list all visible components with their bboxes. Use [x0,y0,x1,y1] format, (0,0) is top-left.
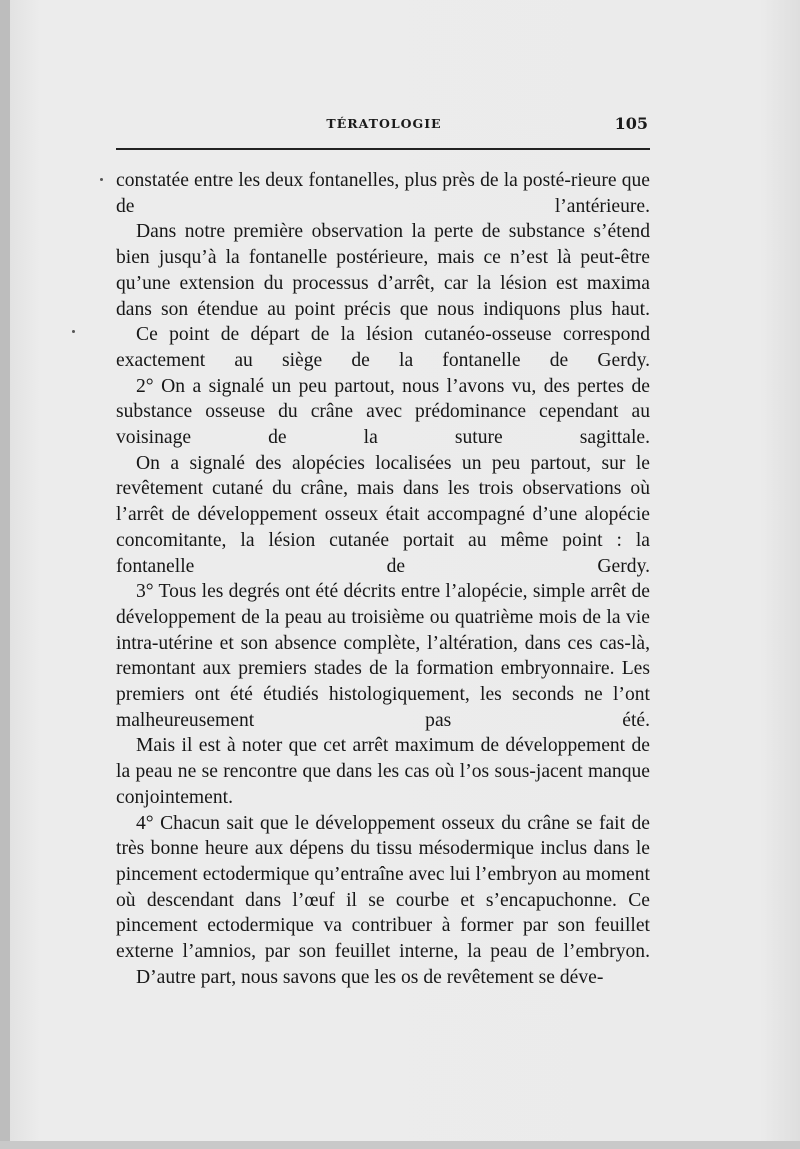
paragraph-9: D’autre part, nous savons que les os de revêtement se déve- [136,966,604,988]
paragraph-7: Mais il est à noter que cet arrêt maximum de développement de la peau ne se rencontre que dans les cas où l’os sous-jacent manque conjointement. [116,735,650,808]
paragraph-1: constatée entre les deux fontanelles, plus près de la posté-rieure que de l’antérieure. [116,170,650,217]
page-header [118,112,650,142]
running-head: TÉRATOLOGIE [326,116,442,131]
paragraph-4: 2° On a signalé un peu partout, nous l’avons vu, des pertes de substance osseuse du crâne avec prédominance cependant au voisinage de la suture sagittale. [116,375,650,449]
page-gutter-shadow [0,0,10,1149]
scan-speck [100,178,103,181]
paragraph-8: 4° Chacun sait que le développement osseux du crâne se fait de très bonne heure aux dépens du tissu mésodermique inclus dans le pincement ectodermique qu’entraîne avec lui l’embryon au moment où descendant dans l’œuf il se courbe et s’encapuchonne. Ce pincement ectodermique va contribuer à former par son feuillet externe l’amnios, par son feuillet interne, la peau de l’embryon. [116,812,650,963]
body-text [116,168,650,991]
paragraph-2: Dans notre première observation la perte de substance s’étend bien jusqu’à la fontanelle postérieure, mais ce n’est là peut-être qu’une extension du processus d’arrêt, car la lésion est maxima dans son étendue au point précis que nous indiquons plus haut. [116,221,650,320]
paragraph-6: 3° Tous les degrés ont été décrits entre l’alopécie, simple arrêt de développement de la peau au troisième ou quatrième mois de la vie intra-utérine et son absence complète, l’altération, dans ces cas-là, remontant aux premiers stades de la formation embryonnaire. Les premiers ont été étudiés histologiquement, les seconds ne l’ont malheureusement pas été. [116,581,650,731]
paragraph-5: On a signalé des alopécies localisées un peu partout, sur le revêtement cutané du crâne, mais dans les trois observations où l’arrêt de développement osseux était accompagné d’une alopécie concomitante, la lésion cutanée portait au même point : la fontanelle de Gerdy. [116,452,650,577]
page-bottom-edge [0,1141,800,1149]
page-number: 105 [614,114,648,133]
header-rule [116,148,650,150]
paragraph-3: Ce point de départ de la lésion cutanéo-osseuse correspond exactement au siège de la fontanelle de Gerdy. [116,324,650,371]
scan-speck [72,330,75,333]
